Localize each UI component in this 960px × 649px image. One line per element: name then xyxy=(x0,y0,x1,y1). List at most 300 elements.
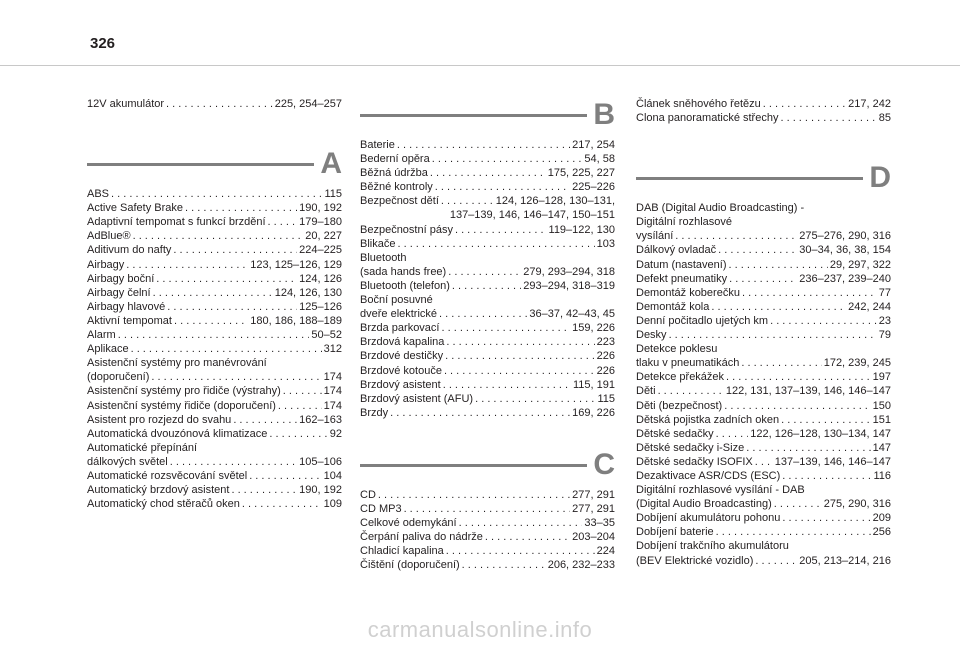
dot-leader xyxy=(397,138,570,152)
dot-leader xyxy=(233,413,297,427)
dot-leader xyxy=(711,300,846,314)
index-pages: 115, 191 xyxy=(572,378,615,391)
index-entry xyxy=(360,392,615,406)
dot-leader xyxy=(118,328,310,342)
index-entry xyxy=(360,364,615,378)
index-term: Brzdové destičky xyxy=(360,350,444,363)
index-term: Automatická dvouzónová klimatizace xyxy=(87,427,268,440)
dot-leader xyxy=(443,378,571,392)
index-term: Děti (bezpečnost) xyxy=(636,399,723,412)
section-letter: A xyxy=(320,147,342,181)
index-term: (BEV Elektrické vozidlo) xyxy=(636,554,754,567)
index-term: Airbagy čelní xyxy=(87,286,151,299)
dot-leader xyxy=(378,488,570,502)
index-term: vysílání xyxy=(636,230,674,243)
dot-leader xyxy=(774,497,822,511)
dot-leader xyxy=(404,502,571,516)
dot-leader xyxy=(455,223,547,237)
index-entry xyxy=(87,427,342,441)
index-pages: 150 xyxy=(872,399,891,412)
index-entry xyxy=(87,97,342,111)
index-entry xyxy=(636,427,891,441)
dot-leader xyxy=(716,525,871,539)
index-entry xyxy=(636,111,891,125)
index-pages: 174 xyxy=(323,399,342,412)
dot-leader xyxy=(249,469,321,483)
index-pages: 279, 293–294, 318 xyxy=(523,265,615,278)
index-entry xyxy=(87,328,342,342)
dot-leader xyxy=(156,272,297,286)
dot-leader xyxy=(446,544,595,558)
dot-leader xyxy=(716,427,749,441)
dot-leader xyxy=(669,328,877,342)
index-entry xyxy=(360,237,615,251)
index-pages: 275, 290, 316 xyxy=(823,498,891,511)
index-term: (doporučení) xyxy=(87,371,150,384)
index-entry xyxy=(360,194,615,208)
index-column-3 xyxy=(636,97,891,568)
dot-leader xyxy=(780,111,876,125)
index-entry xyxy=(360,544,615,558)
index-pages: 122, 131, 137–139, 146, 146–147 xyxy=(725,385,891,398)
dot-leader xyxy=(782,469,871,483)
index-term: Brzdový asistent xyxy=(360,378,441,391)
index-entry xyxy=(636,413,891,427)
index-term: Denní počitadlo ujetých km xyxy=(636,314,769,327)
dot-leader xyxy=(658,384,724,398)
index-pages: 29, 297, 322 xyxy=(829,258,891,271)
index-pages: 103 xyxy=(596,237,615,250)
index-entry-lead: Bluetooth xyxy=(360,251,407,264)
dot-leader xyxy=(439,307,527,321)
index-entry xyxy=(360,265,615,279)
index-term: tlaku v pneumatikách xyxy=(636,357,740,370)
index-term: Aplikace xyxy=(87,343,129,356)
dot-leader xyxy=(728,258,827,272)
index-term: Active Safety Brake xyxy=(87,202,183,215)
index-pages: 159, 226 xyxy=(572,322,615,335)
index-entry xyxy=(636,497,891,511)
index-entry xyxy=(360,488,615,502)
index-pages: 124, 126–128, 130–131, xyxy=(495,195,615,208)
index-term: Blikače xyxy=(360,237,396,250)
index-term: Automatický brzdový asistent xyxy=(87,484,230,497)
dot-leader xyxy=(755,554,797,568)
index-term: Airbagy boční xyxy=(87,272,155,285)
index-term: Baterie xyxy=(360,139,395,151)
section-spacer xyxy=(360,420,615,446)
index-entry xyxy=(636,455,891,469)
index-term: Děti xyxy=(636,385,656,398)
index-term: Datum (nastavení) xyxy=(636,258,727,271)
index-entry xyxy=(360,406,615,420)
index-entry xyxy=(636,370,891,384)
index-pages: 172, 239, 245 xyxy=(823,357,891,370)
index-term: Bluetooth (telefon) xyxy=(360,279,450,292)
dot-leader xyxy=(133,229,304,243)
dot-leader xyxy=(153,286,273,300)
section-bar xyxy=(360,114,587,117)
dot-leader xyxy=(174,314,248,328)
index-pages: 242, 244 xyxy=(848,300,891,313)
index-pages: 217, 242 xyxy=(848,98,891,110)
section-bar xyxy=(636,177,863,180)
dot-leader xyxy=(755,455,773,469)
index-pages: 30–34, 36, 38, 154 xyxy=(799,244,891,257)
section-bar xyxy=(360,464,587,467)
index-entry xyxy=(360,558,615,572)
index-pages: 225, 254–257 xyxy=(274,98,342,110)
index-pages: 36–37, 42–43, 45 xyxy=(529,308,615,321)
index-term: Dětská pojistka zadních oken xyxy=(636,413,780,426)
index-entry xyxy=(87,272,342,286)
index-pages-continued: 137–139, 146, 146–147, 150–151 xyxy=(449,209,615,222)
dot-leader xyxy=(231,483,297,497)
index-entry-lead: Digitální rozhlasové vysílání - DAB xyxy=(636,484,805,497)
dot-leader xyxy=(131,342,322,356)
dot-leader xyxy=(741,356,821,370)
index-pages: 105–106 xyxy=(299,455,342,468)
index-pages: 203–204 xyxy=(572,531,615,544)
dot-leader xyxy=(268,215,298,229)
dot-leader xyxy=(781,413,871,427)
index-pages: 293–294, 318–319 xyxy=(523,279,615,292)
index-pages: 312 xyxy=(323,343,342,356)
index-term: CD xyxy=(360,488,376,501)
dot-leader xyxy=(390,406,570,420)
index-pages: 256 xyxy=(872,526,891,539)
dot-leader xyxy=(459,516,583,530)
section-letter: B xyxy=(593,98,615,131)
watermark: carmanualsonline.info xyxy=(367,617,593,642)
index-entry xyxy=(360,166,615,180)
index-entry xyxy=(360,378,615,392)
dot-leader xyxy=(173,243,297,257)
dot-leader xyxy=(435,180,570,194)
index-pages: 277, 291 xyxy=(572,488,615,501)
index-entry xyxy=(87,201,342,215)
dot-leader xyxy=(782,511,870,525)
index-pages: 119–122, 130 xyxy=(548,223,615,236)
index-entry-lead: DAB (Digital Audio Broadcasting) - xyxy=(636,202,805,215)
index-term: Automatické rozsvěcování světel xyxy=(87,469,248,482)
dot-leader xyxy=(185,201,297,215)
index-entry xyxy=(360,349,615,363)
index-pages: 174 xyxy=(323,385,342,398)
index-term: Demontáž koberečku xyxy=(636,286,740,299)
index-term: Brzda parkovací xyxy=(360,322,440,335)
dot-leader xyxy=(444,364,595,378)
index-entry xyxy=(636,258,891,272)
dot-leader xyxy=(441,321,570,335)
index-entry xyxy=(87,258,342,272)
dot-leader xyxy=(166,97,273,111)
index-entry xyxy=(636,300,891,314)
dot-leader xyxy=(151,370,321,384)
index-entry xyxy=(87,384,342,398)
index-entry xyxy=(636,399,891,413)
index-entry xyxy=(360,180,615,194)
index-pages: 224 xyxy=(596,545,615,558)
index-term: Celkové odemykání xyxy=(360,517,457,530)
index-pages: 197 xyxy=(872,371,891,384)
section-header xyxy=(636,159,891,197)
index-pages: 124, 126, 130 xyxy=(274,286,342,299)
dot-leader xyxy=(446,335,594,349)
index-pages: 223 xyxy=(596,336,615,349)
index-term: Asistent pro rozjezd do svahu xyxy=(87,413,232,426)
index-entry xyxy=(636,384,891,398)
index-term: Dětské sedačky ISOFIX xyxy=(636,455,753,468)
index-entry xyxy=(87,314,342,328)
index-pages: 225–226 xyxy=(572,181,615,194)
dot-leader xyxy=(269,427,327,441)
dot-leader xyxy=(763,97,846,111)
dot-leader xyxy=(167,300,297,314)
index-term: Demontáž kola xyxy=(636,300,710,313)
index-entry xyxy=(360,502,615,516)
index-pages: 137–139, 146, 146–147 xyxy=(774,455,891,468)
index-pages: 209 xyxy=(872,512,891,525)
index-term: Dětské sedačky xyxy=(636,427,714,440)
dot-leader xyxy=(729,272,797,286)
index-entry xyxy=(87,455,342,469)
index-term: Desky xyxy=(636,329,667,342)
dot-leader xyxy=(724,399,870,413)
index-pages: 190, 192 xyxy=(299,202,342,215)
index-pages: 125–126 xyxy=(299,300,342,313)
index-term: Chladicí kapalina xyxy=(360,545,444,558)
index-term: Airbagy hlavové xyxy=(87,300,166,313)
index-term: (sada hands free) xyxy=(360,265,447,278)
index-entry xyxy=(636,511,891,525)
index-term: Běžné kontroly xyxy=(360,181,433,194)
index-column-1 xyxy=(87,97,342,511)
index-term: Dobíjení akumulátoru pohonu xyxy=(636,512,781,525)
index-term: Detekce překážek xyxy=(636,371,725,384)
index-entry xyxy=(360,279,615,293)
dot-leader xyxy=(432,152,583,166)
section-bar xyxy=(87,163,314,166)
index-entry xyxy=(87,399,342,413)
index-pages: 277, 291 xyxy=(572,502,615,515)
index-term: Brzdový asistent (AFU) xyxy=(360,392,474,405)
index-entry xyxy=(87,483,342,497)
index-term: Dětské sedačky i-Size xyxy=(636,441,745,454)
index-entry xyxy=(636,314,891,328)
section-header xyxy=(360,446,615,484)
index-pages: 54, 58 xyxy=(584,153,615,166)
dot-leader xyxy=(452,279,521,293)
dot-leader xyxy=(170,455,297,469)
index-entry xyxy=(360,152,615,166)
index-entry xyxy=(87,187,342,201)
dot-leader xyxy=(126,258,248,272)
index-entry xyxy=(636,243,891,257)
index-term: AdBlue® xyxy=(87,230,131,243)
index-term: Bederní opěra xyxy=(360,153,430,166)
index-pages: 50–52 xyxy=(311,329,342,342)
index-pages: 224–225 xyxy=(299,244,342,257)
index-term: Brzdové kotouče xyxy=(360,364,442,377)
index-pages: 115 xyxy=(597,392,615,405)
index-term: Dálkový ovladač xyxy=(636,244,717,257)
index-pages: 190, 192 xyxy=(299,484,342,497)
index-entry xyxy=(87,300,342,314)
index-entry xyxy=(360,223,615,237)
index-pages: 115 xyxy=(324,188,342,201)
index-entry-lead: Dobíjení trakčního akumulátoru xyxy=(636,540,789,553)
dot-leader xyxy=(770,314,877,328)
index-pages: 109 xyxy=(323,498,342,511)
index-pages: 226 xyxy=(596,364,615,377)
index-entry xyxy=(636,229,891,243)
section-header xyxy=(360,96,615,134)
index-pages: 79 xyxy=(878,329,891,342)
index-pages: 275–276, 290, 316 xyxy=(799,230,891,243)
index-entry xyxy=(636,272,891,286)
index-term: dálkových světel xyxy=(87,455,168,468)
index-pages: 236–237, 239–240 xyxy=(799,272,891,285)
index-pages: 85 xyxy=(878,112,891,125)
section-spacer xyxy=(87,111,342,125)
index-entry xyxy=(636,525,891,539)
section-spacer xyxy=(636,125,891,139)
index-term: Bezpečnostní pásy xyxy=(360,223,453,236)
header-divider xyxy=(0,65,960,66)
dot-leader xyxy=(397,237,594,251)
index-pages: 175, 225, 227 xyxy=(547,167,615,180)
index-pages: 104 xyxy=(323,469,342,482)
index-pages: 179–180 xyxy=(299,216,342,229)
index-term: Brzdy xyxy=(360,406,389,419)
page-number: 326 xyxy=(90,35,116,52)
index-entry xyxy=(87,469,342,483)
index-entry xyxy=(87,215,342,229)
dot-leader xyxy=(283,384,322,398)
index-pages: 147 xyxy=(872,441,891,454)
index-pages: 124, 126 xyxy=(299,272,342,285)
index-entry-lead: Digitální rozhlasové xyxy=(636,216,732,229)
index-pages: 169, 226 xyxy=(572,406,615,419)
index-entry xyxy=(360,138,615,152)
index-term: (Digital Audio Broadcasting) xyxy=(636,498,772,511)
section-letter: C xyxy=(593,447,615,481)
index-entry xyxy=(87,413,342,427)
index-pages: 92 xyxy=(329,427,342,440)
index-term: Asistenční systémy pro řidiče (výstrahy) xyxy=(87,385,281,398)
index-entry xyxy=(360,530,615,544)
index-entry xyxy=(87,370,342,384)
index-pages: 116 xyxy=(873,469,891,482)
dot-leader xyxy=(675,229,797,243)
dot-leader xyxy=(430,166,546,180)
index-pages: 151 xyxy=(872,413,891,426)
index-entry xyxy=(87,497,342,511)
index-term: Alarm xyxy=(87,329,116,342)
index-entry xyxy=(636,441,891,455)
index-entry xyxy=(87,229,342,243)
index-pages: 122, 126–128, 130–134, 147 xyxy=(750,427,891,440)
section-header xyxy=(87,145,342,183)
index-pages: 162–163 xyxy=(299,413,342,426)
index-entry xyxy=(636,286,891,300)
index-term: Čištění (doporučení) xyxy=(360,559,460,572)
index-pages: 33–35 xyxy=(584,517,615,530)
index-term: Dobíjení baterie xyxy=(636,526,714,539)
index-pages: 123, 125–126, 129 xyxy=(250,258,342,271)
index-entry xyxy=(87,342,342,356)
index-pages: 226 xyxy=(596,350,615,363)
index-column-2 xyxy=(360,96,615,572)
index-term: dveře elektrické xyxy=(360,308,438,321)
index-pages: 205, 213–214, 216 xyxy=(799,554,891,567)
index-entry xyxy=(360,307,615,321)
index-entry-lead: Boční posuvné xyxy=(360,294,433,307)
index-term: Aditivum do nafty xyxy=(87,244,172,257)
index-term: Dezaktivace ASR/CDS (ESC) xyxy=(636,469,781,482)
index-entry-lead: Detekce poklesu xyxy=(636,343,718,356)
index-term: Článek sněhového řetězu xyxy=(636,98,761,110)
index-term: Asistenční systémy řidiče (doporučení) xyxy=(87,399,276,412)
index-term: ABS xyxy=(87,188,110,201)
dot-leader xyxy=(742,286,877,300)
index-pages: 20, 227 xyxy=(305,230,342,243)
index-term: 12V akumulátor xyxy=(87,98,165,110)
index-term: Běžná údržba xyxy=(360,167,428,180)
index-entry xyxy=(360,516,615,530)
index-term: CD MP3 xyxy=(360,502,402,515)
index-term: Bezpečnost dětí xyxy=(360,195,439,208)
dot-leader xyxy=(445,349,594,363)
dot-leader xyxy=(485,530,570,544)
index-entry xyxy=(636,469,891,483)
index-term: Airbagy xyxy=(87,258,125,271)
index-term: Aktivní tempomat xyxy=(87,314,172,327)
index-entry xyxy=(360,335,615,349)
dot-leader xyxy=(475,392,595,406)
index-entry-lead: Automatické přepínání xyxy=(87,441,198,454)
index-pages: 77 xyxy=(878,286,891,299)
index-term: Defekt pneumatiky xyxy=(636,272,728,285)
dot-leader xyxy=(242,497,322,511)
dot-leader xyxy=(746,441,870,455)
index-entry-lead: Asistenční systémy pro manévrování xyxy=(87,357,267,370)
index-term: Čerpání paliva do nádrže xyxy=(360,531,483,544)
index-entry xyxy=(87,243,342,257)
index-entry xyxy=(636,328,891,342)
index-term: Automatický chod stěračů oken xyxy=(87,498,240,511)
dot-leader xyxy=(718,243,797,257)
index-term: Adaptivní tempomat s funkcí brzdění xyxy=(87,216,266,229)
index-entry xyxy=(636,554,891,568)
index-pages: 217, 254 xyxy=(572,139,615,151)
dot-leader xyxy=(441,194,494,208)
dot-leader xyxy=(462,558,546,572)
index-entry xyxy=(360,321,615,335)
index-pages: 23 xyxy=(878,314,891,327)
section-letter: D xyxy=(869,161,891,195)
index-entry xyxy=(636,97,891,111)
dot-leader xyxy=(111,187,322,201)
index-pages: 174 xyxy=(323,371,342,384)
index-term: Brzdová kapalina xyxy=(360,336,445,349)
index-pages: 206, 232–233 xyxy=(547,559,615,572)
dot-leader xyxy=(448,265,521,279)
index-term: Clona panoramatické střechy xyxy=(636,112,779,125)
index-entry xyxy=(636,356,891,370)
dot-leader xyxy=(278,399,322,413)
